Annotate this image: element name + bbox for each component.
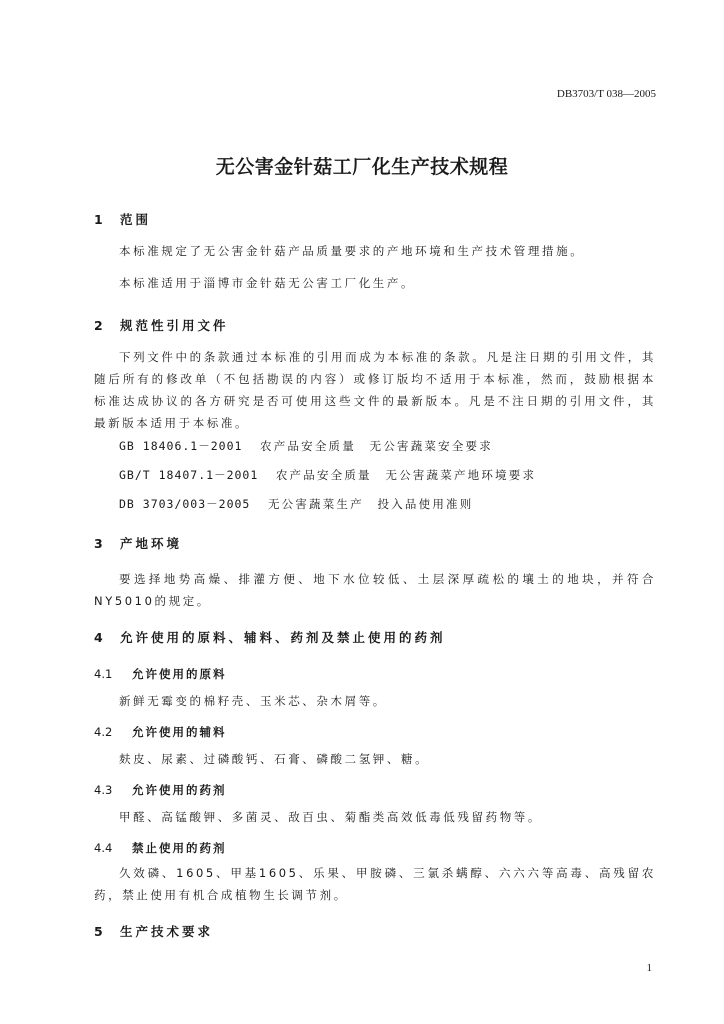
reference-item bbox=[119, 467, 536, 483]
subsection-number: 4.3 bbox=[94, 783, 113, 797]
section-number: 5 bbox=[94, 924, 103, 939]
section-5-heading bbox=[94, 922, 213, 940]
section-2-heading bbox=[94, 316, 229, 334]
reference-item bbox=[119, 438, 493, 454]
subsection-number: 4.4 bbox=[94, 841, 113, 855]
reference-name: 无公害蔬菜生产 投入品使用准则 bbox=[267, 497, 474, 511]
standard-code: DB3703/T 038—2005 bbox=[556, 88, 656, 100]
subsection-4-2-heading bbox=[94, 724, 227, 740]
page-number: 1 bbox=[646, 962, 652, 974]
subsection-title: 允许使用的辅料 bbox=[132, 725, 227, 739]
document-title: 无公害金针菇工厂化生产技术规程 bbox=[215, 156, 509, 178]
section-number: 2 bbox=[94, 318, 103, 333]
section-2-paragraph: 下列文件中的条款通过本标准的引用而成为本标准的条款。凡是注日期的引用文件，其随后所有的修改单（不包括勘误的内容）或修订版均不适用于本标准，然而，鼓励根据本标准达成协议的各方研究是否可使用这些文件的最新版本。凡是不注日期的引用文件，其最新版本适用于本标准。 bbox=[94, 350, 656, 430]
subsection-number: 4.2 bbox=[94, 725, 113, 739]
section-1-paragraph-1: 本标准规定了无公害金针菇产品质量要求的产地环境和生产技术管理措施。 bbox=[119, 244, 585, 258]
reference-code: GB 18406.1－2001 bbox=[119, 439, 243, 453]
subsection-4-4-text: 久效磷、1605、甲基1605、乐果、甲胺磷、三氯杀螨醇、六六六等高毒、高残留农药，禁止使用有机合成植物生长调节剂。 bbox=[94, 866, 656, 902]
section-4-heading bbox=[94, 628, 446, 646]
reference-code: GB/T 18407.1－2001 bbox=[119, 468, 259, 482]
reference-code: DB 3703/003－2005 bbox=[119, 497, 251, 511]
section-title: 生产技术要求 bbox=[120, 924, 214, 939]
subsection-4-3-text: 甲醛、高锰酸钾、多菌灵、敌百虫、菊酯类高效低毒低残留药物等。 bbox=[119, 810, 542, 824]
section-3-heading bbox=[94, 534, 182, 552]
subsection-4-1-text: 新鲜无霉变的棉籽壳、玉米芯、杂木屑等。 bbox=[119, 694, 387, 708]
reference-name: 农产品安全质量 无公害蔬菜安全要求 bbox=[260, 439, 493, 453]
section-1-heading bbox=[94, 210, 151, 228]
section-number: 4 bbox=[94, 630, 103, 645]
reference-item bbox=[119, 496, 473, 512]
subsection-number: 4.1 bbox=[94, 667, 113, 681]
subsection-4-2-text: 麸皮、尿素、过磷酸钙、石膏、磷酸二氢钾、糖。 bbox=[119, 752, 430, 766]
section-number: 1 bbox=[94, 212, 103, 227]
section-1-paragraph-2: 本标准适用于淄博市金针菇无公害工厂化生产。 bbox=[119, 276, 416, 290]
subsection-4-1-heading bbox=[94, 666, 227, 682]
subsection-4-4-heading bbox=[94, 840, 227, 856]
subsection-title: 允许使用的药剂 bbox=[132, 783, 227, 797]
section-number: 3 bbox=[94, 536, 103, 551]
section-title: 允许使用的原料、辅料、药剂及禁止使用的药剂 bbox=[120, 630, 446, 645]
section-title: 产地环境 bbox=[120, 536, 183, 551]
subsection-title: 允许使用的原料 bbox=[132, 667, 227, 681]
section-title: 范围 bbox=[120, 212, 152, 227]
section-title: 规范性引用文件 bbox=[120, 318, 229, 333]
subsection-title: 禁止使用的药剂 bbox=[132, 841, 227, 855]
section-3-paragraph: 要选择地势高燥、排灌方便、地下水位较低、土层深厚疏松的壤土的地块，并符合NY5010的规定。 bbox=[94, 572, 656, 608]
subsection-4-3-heading bbox=[94, 782, 227, 798]
reference-name: 农产品安全质量 无公害蔬菜产地环境要求 bbox=[275, 468, 537, 482]
